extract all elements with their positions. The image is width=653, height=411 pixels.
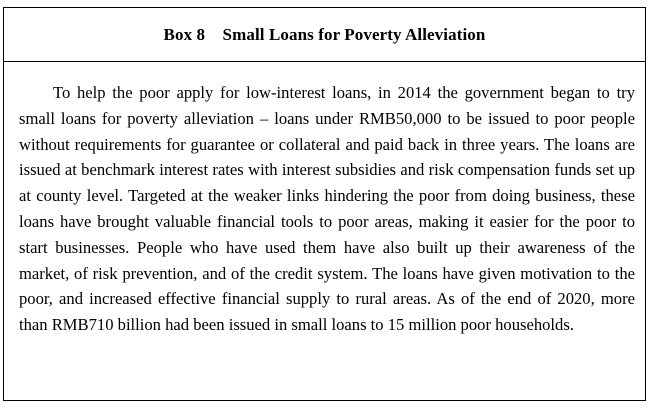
info-box [3, 7, 646, 401]
box-header [4, 8, 645, 62]
box-title: Box 8 Small Loans for Poverty Alleviation [163, 24, 486, 44]
box-body-paragraph: To help the poor apply for low-interest loans, in 2014 the government began to try small loans for poverty alleviation – loans under RMB50,000 to be issued to poor people without requirements for guarantee or collateral and paid back in three years. The loans are issued at benchmark interest rates with interest subsidies and risk compensation funds set up at county level. Targeted at the weaker links hindering the poor from doing business, these loans have brought valuable financial tools to poor areas, making it easier for the poor to start businesses. People who have used them have also built up their awareness of the market, of risk prevention, and of the credit system. The loans have given motivation to the poor, and increased effective financial supply to rural areas. As of the end of 2020, more than RMB710 billion had been issued in small loans to 15 million poor households. [19, 83, 635, 335]
